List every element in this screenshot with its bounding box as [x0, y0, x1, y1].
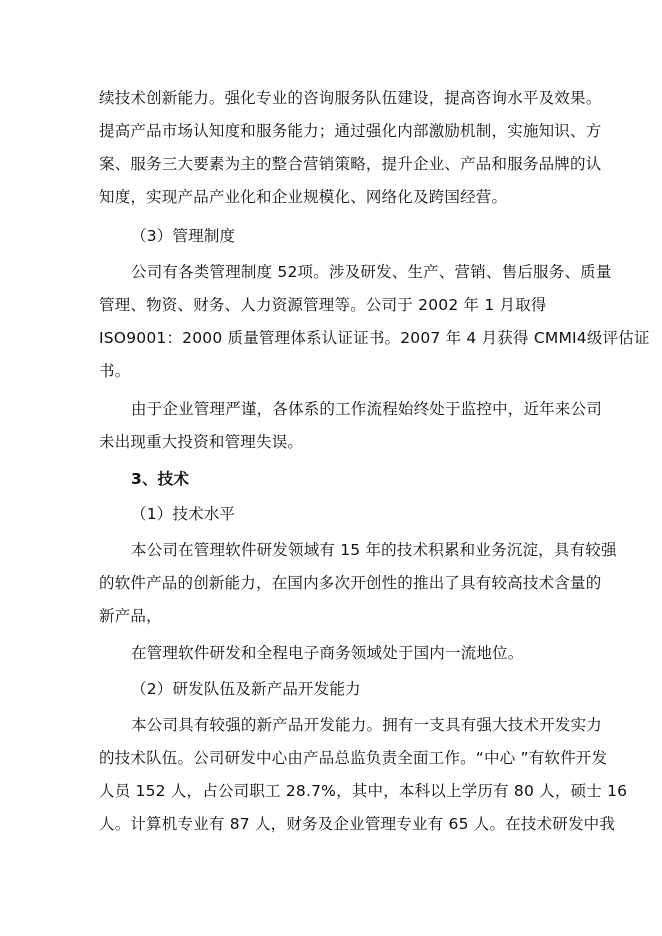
subsection-heading: （1）技术水平: [131, 505, 236, 523]
body-line: 未出现重大投资和管理失误。: [99, 433, 304, 451]
paragraph-first-line: 本公司具有较强的新产品开发能力。拥有一支具有强大技术开发实力: [131, 716, 603, 734]
paragraph-first-line: 由于企业管理严谨，各体系的工作流程始终处于监控中，近年来公司: [131, 400, 603, 418]
section-heading: 3、技术: [131, 470, 190, 488]
subsection-heading: （3）管理制度: [131, 227, 236, 245]
body-line: 的软件产品的创新能力，在国内多次开创性的推出了具有较高技术含量的: [99, 574, 602, 592]
body-line: 人。计算机专业有 87 人，财务及企业管理专业有 65 人。在技术研发中我: [99, 815, 616, 833]
paragraph-first-line: 本公司在管理软件研发领域有 15 年的技术积累和业务沉淀，具有较强: [131, 541, 617, 559]
body-line: 书。: [99, 362, 131, 380]
body-line: 的技术队伍。公司研发中心由产品总监负责全面工作。“中心 ”有软件开发: [99, 749, 608, 767]
body-line: ISO9001：2000 质量管理体系认证证书。2007 年 4 月获得 CMMI4级评估证: [99, 329, 650, 347]
body-line: 知度，实现产品产业化和企业规模化、网络化及跨国经营。: [99, 188, 508, 206]
paragraph-first-line: 公司有各类管理制度 52项。涉及研发、生产、营销、售后服务、质量: [131, 263, 612, 281]
body-line: 人员 152 人，占公司职工 28.7%，其中，本科以上学历有 80 人，硕士 16: [99, 782, 628, 800]
body-line: 新产品，: [99, 607, 162, 625]
paragraph-first-line: 在管理软件研发和全程电子商务领域处于国内一流地位。: [131, 644, 524, 662]
body-line: 管理、物资、财务、人力资源管理等。公司于 2002 年 1 月取得: [99, 296, 547, 314]
subsection-heading: （2）研发队伍及新产品开发能力: [131, 680, 361, 698]
body-line: 案、服务三大要素为主的整合营销策略，提升企业、产品和服务品牌的认: [99, 155, 602, 173]
body-line: 提高产品市场认知度和服务能力；通过强化内部激励机制，实施知识、方: [99, 122, 602, 140]
body-line: 续技术创新能力。强化专业的咨询服务队伍建设，提高咨询水平及效果。: [99, 89, 602, 107]
